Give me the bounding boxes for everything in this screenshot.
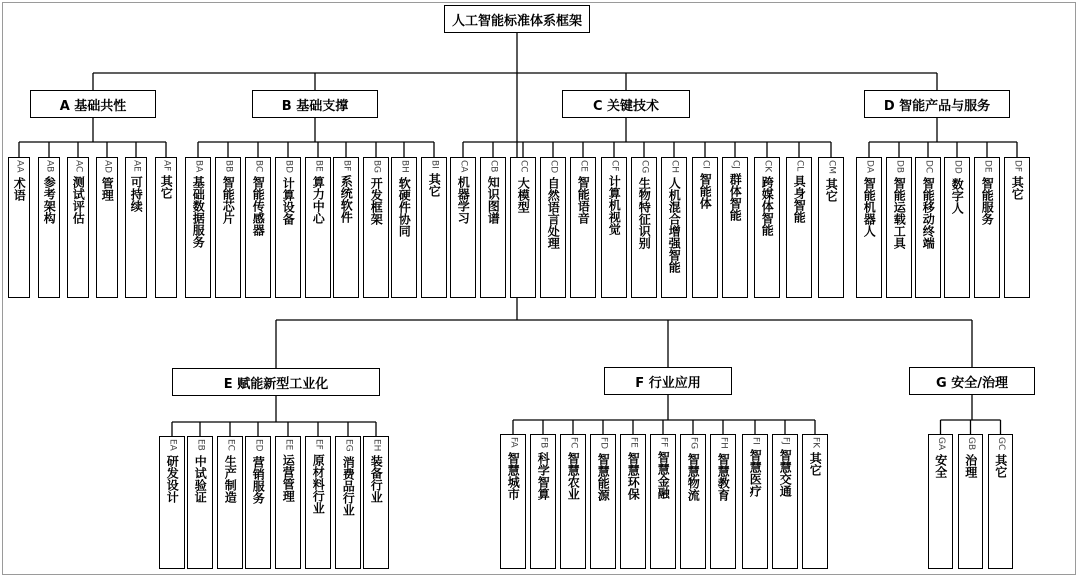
root-node xyxy=(444,5,590,33)
leaf-code: FD xyxy=(598,437,609,450)
leaf-code: EH xyxy=(371,439,382,452)
leaf-name: 系统软件 xyxy=(339,175,354,224)
leaf-fe xyxy=(620,434,646,569)
leaf-name: 智慧金融 xyxy=(656,451,671,500)
leaf-code: CD xyxy=(548,160,559,174)
leaf-ad xyxy=(96,157,118,298)
leaf-fc xyxy=(560,434,586,569)
leaf-name: 知识图谱 xyxy=(486,176,501,225)
leaf-fh xyxy=(710,434,736,569)
category-b-header xyxy=(252,90,378,118)
leaf-ca xyxy=(450,157,476,298)
category-d-header xyxy=(864,90,1010,118)
leaf-code: DE xyxy=(982,160,993,173)
leaf-dd xyxy=(944,157,970,298)
leaf-fi xyxy=(742,434,768,569)
leaf-name: 其它 xyxy=(824,178,839,203)
leaf-eg xyxy=(335,436,361,569)
leaf-code: CF xyxy=(609,160,620,172)
leaf-eh xyxy=(363,436,389,569)
leaf-code: BI xyxy=(429,160,440,169)
leaf-name: 研发设计 xyxy=(165,454,180,503)
leaf-eb xyxy=(187,436,213,569)
leaf-dc xyxy=(915,157,941,298)
leaf-code: BE xyxy=(313,160,324,172)
leaf-cm xyxy=(818,157,844,298)
leaf-name: 智能传感器 xyxy=(251,176,266,237)
leaf-code: ED xyxy=(253,439,264,452)
leaf-code: EA xyxy=(167,439,178,451)
category-e-header xyxy=(172,368,380,396)
leaf-name: 治理 xyxy=(963,454,978,479)
leaf-code: CH xyxy=(669,160,680,174)
leaf-code: DF xyxy=(1012,160,1023,173)
leaf-name: 计算设备 xyxy=(281,177,296,226)
leaf-bb xyxy=(215,157,241,298)
leaf-code: GC xyxy=(996,437,1006,451)
leaf-df xyxy=(1004,157,1030,298)
leaf-name: 人机混合增强智能 xyxy=(667,177,682,274)
leaf-ae xyxy=(125,157,147,298)
leaf-bi xyxy=(421,157,447,298)
leaf-be xyxy=(305,157,331,298)
leaf-code: CI xyxy=(700,160,711,169)
category-label: G 安全/治理 xyxy=(936,375,1008,391)
leaf-name: 具身智能 xyxy=(792,175,807,224)
leaf-ce xyxy=(570,157,596,298)
leaf-name: 智能机器人 xyxy=(862,176,877,237)
category-label: C 关键技术 xyxy=(592,98,660,114)
leaf-ff xyxy=(650,434,676,569)
leaf-fd xyxy=(590,434,616,569)
leaf-name: 计算机视觉 xyxy=(607,175,622,236)
leaf-name: 管理 xyxy=(100,177,115,202)
leaf-name: 智慧城市 xyxy=(506,451,521,500)
leaf-name: 基础数据服务 xyxy=(191,176,206,249)
leaf-ga xyxy=(928,434,953,569)
leaf-de xyxy=(974,157,1000,298)
leaf-ea xyxy=(159,436,185,569)
leaf-name: 智慧交通 xyxy=(778,448,793,497)
leaf-code: AA xyxy=(14,160,25,173)
leaf-code: EF xyxy=(313,439,324,450)
leaf-name: 原材料行业 xyxy=(311,453,326,514)
leaf-name: 智慧环保 xyxy=(626,451,641,500)
leaf-bc xyxy=(245,157,271,298)
leaf-db xyxy=(886,157,912,298)
leaf-fa xyxy=(500,434,526,569)
leaf-fj xyxy=(772,434,798,569)
leaf-ab xyxy=(38,157,60,298)
leaf-ci xyxy=(692,157,718,298)
leaf-cf xyxy=(601,157,627,298)
leaf-code: CL xyxy=(794,160,805,172)
leaf-name: 消费品行业 xyxy=(341,455,356,516)
leaf-code: FK xyxy=(810,437,821,449)
leaf-name: 中试验证 xyxy=(193,454,208,503)
leaf-name: 科学智算 xyxy=(536,452,551,501)
leaf-code: AC xyxy=(73,160,84,173)
leaf-code: DB xyxy=(894,160,905,174)
category-label: B 基础支撑 xyxy=(281,98,349,114)
leaf-bd xyxy=(275,157,301,298)
category-f-header xyxy=(604,367,732,395)
leaf-ck xyxy=(754,157,780,298)
leaf-name: 智慧医疗 xyxy=(748,448,763,497)
leaf-fk xyxy=(802,434,828,569)
leaf-cd xyxy=(540,157,566,298)
leaf-name: 智慧能源 xyxy=(596,453,611,502)
leaf-af xyxy=(155,157,177,298)
leaf-name: 术语 xyxy=(12,176,27,201)
leaf-name: 智能芯片 xyxy=(221,176,236,225)
leaf-name: 群体智能 xyxy=(728,172,743,221)
leaf-name: 参考架构 xyxy=(42,176,57,225)
category-c-header xyxy=(562,90,690,118)
leaf-name: 软硬件协同 xyxy=(397,176,412,237)
leaf-code: CM xyxy=(826,160,837,175)
leaf-code: EG xyxy=(343,439,354,452)
leaf-name: 自然语言处理 xyxy=(546,177,561,250)
leaf-name: 智慧教育 xyxy=(716,452,731,501)
leaf-name: 智能语音 xyxy=(576,175,591,224)
leaf-gb xyxy=(958,434,983,569)
leaf-ac xyxy=(67,157,89,298)
leaf-name: 生产制造 xyxy=(223,454,238,503)
leaf-name: 机器学习 xyxy=(456,176,471,225)
leaf-ef xyxy=(305,436,331,569)
leaf-cj xyxy=(722,157,748,298)
leaf-code: FF xyxy=(658,437,669,448)
leaf-code: BC xyxy=(253,160,264,173)
leaf-ch xyxy=(661,157,687,298)
leaf-gc xyxy=(988,434,1013,569)
leaf-code: FH xyxy=(718,437,729,449)
leaf-code: EB xyxy=(195,439,206,451)
leaf-name: 智能运载工具 xyxy=(892,177,907,250)
leaf-da xyxy=(856,157,882,298)
leaf-code: BG xyxy=(371,160,382,173)
leaf-code: GB xyxy=(966,437,976,451)
leaf-code: CK xyxy=(762,160,773,173)
leaf-name: 安全 xyxy=(933,454,948,479)
category-a-header xyxy=(30,90,156,118)
category-label: E 赋能新型工业化 xyxy=(223,376,329,392)
leaf-name: 其它 xyxy=(159,175,174,200)
leaf-ba xyxy=(185,157,211,298)
leaf-cb xyxy=(480,157,506,298)
leaf-code: BA xyxy=(193,160,204,173)
leaf-code: CA xyxy=(458,160,469,173)
leaf-code: BD xyxy=(283,160,294,174)
leaf-name: 数字人 xyxy=(950,177,965,214)
leaf-code: FC xyxy=(568,437,579,449)
leaf-aa xyxy=(8,157,30,298)
leaf-code: FJ xyxy=(780,437,791,445)
leaf-cc xyxy=(510,157,536,298)
leaf-bf xyxy=(333,157,359,298)
leaf-name: 智能体 xyxy=(698,172,713,209)
leaf-code: BF xyxy=(341,160,352,172)
leaf-ee xyxy=(275,436,301,569)
leaf-code: CJ xyxy=(730,160,741,169)
leaf-fg xyxy=(680,434,706,569)
leaf-code: FE xyxy=(628,437,639,448)
leaf-name: 其它 xyxy=(808,452,823,477)
leaf-ec xyxy=(217,436,243,569)
leaf-code: CE xyxy=(578,160,589,172)
leaf-cl xyxy=(786,157,812,298)
leaf-name: 智慧农业 xyxy=(566,452,581,501)
leaf-name: 测试评估 xyxy=(71,176,86,225)
leaf-name: 可持续 xyxy=(129,175,144,212)
leaf-name: 开发框架 xyxy=(369,177,384,225)
leaf-name: 其它 xyxy=(993,454,1008,479)
leaf-name: 装备行业 xyxy=(369,455,384,504)
leaf-code: BH xyxy=(399,160,410,173)
leaf-bh xyxy=(391,157,417,298)
leaf-code: DA xyxy=(864,160,875,173)
leaf-code: CC xyxy=(518,160,529,173)
leaf-code: FA xyxy=(508,437,519,448)
leaf-name: 智慧物流 xyxy=(686,453,701,502)
leaf-name: 算力中心 xyxy=(311,175,326,224)
category-label: D 智能产品与服务 xyxy=(883,98,991,114)
leaf-code: FB xyxy=(538,437,549,449)
leaf-code: CG xyxy=(639,160,650,174)
leaf-code: AB xyxy=(44,160,55,173)
leaf-bg xyxy=(363,157,389,298)
leaf-name: 智能服务 xyxy=(980,176,995,225)
leaf-code: AF xyxy=(161,160,172,172)
leaf-code: GA xyxy=(936,437,946,451)
leaf-code: AD xyxy=(102,160,113,174)
leaf-name: 跨媒体智能 xyxy=(760,176,775,237)
category-label: A 基础共性 xyxy=(59,98,127,114)
leaf-code: EE xyxy=(283,439,294,451)
root-label: 人工智能标准体系框架 xyxy=(451,13,582,29)
leaf-code: CB xyxy=(488,160,499,173)
leaf-cg xyxy=(631,157,657,298)
leaf-name: 营销服务 xyxy=(251,455,266,504)
leaf-ed xyxy=(245,436,271,569)
leaf-name: 智能移动终端 xyxy=(921,177,936,250)
leaf-code: EC xyxy=(225,439,236,451)
leaf-code: DD xyxy=(952,160,963,174)
leaf-name: 生物特征识别 xyxy=(637,177,652,250)
leaf-name: 其它 xyxy=(1010,176,1025,201)
leaf-code: FG xyxy=(688,437,699,450)
category-label: F 行业应用 xyxy=(635,375,701,391)
leaf-name: 其它 xyxy=(427,172,442,197)
leaf-name: 大模型 xyxy=(516,176,531,213)
category-g-header xyxy=(909,367,1035,395)
leaf-name: 运营管理 xyxy=(281,454,296,503)
leaf-code: DC xyxy=(923,160,934,174)
leaf-code: FI xyxy=(750,437,761,445)
leaf-fb xyxy=(530,434,556,569)
leaf-code: BB xyxy=(223,160,234,173)
leaf-code: AE xyxy=(131,160,142,172)
